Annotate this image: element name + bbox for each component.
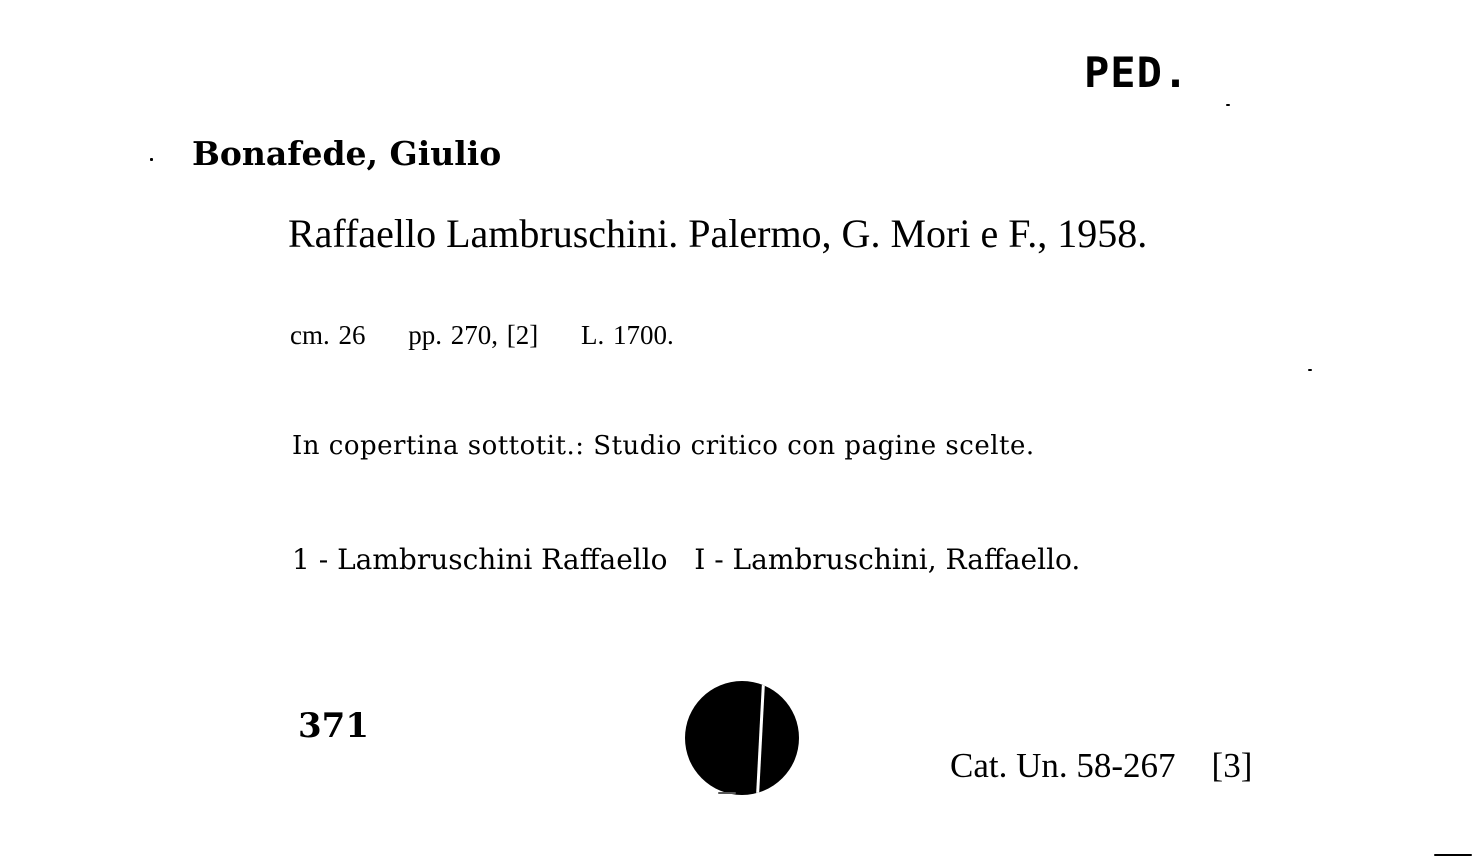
physical-description	[290, 320, 674, 351]
bibliographic-note: In copertina sottotit.: Studio critico con pagine scelte.	[292, 431, 1035, 461]
size-value: cm. 26	[290, 320, 366, 350]
catalog-reference	[950, 746, 1252, 786]
scan-speck	[1434, 854, 1472, 856]
call-mark: PED.	[1084, 48, 1190, 97]
catalog-ref-number: [3]	[1211, 746, 1253, 785]
author-heading: Bonafede, Giulio	[192, 134, 502, 173]
scan-speck	[150, 158, 153, 161]
scan-speck	[1226, 104, 1230, 106]
pages-value: pp. 270, [2]	[408, 320, 539, 350]
scan-speck	[718, 792, 736, 794]
title-imprint: Raffaello Lambruschini. Palermo, G. Mori e F., 1958.	[288, 211, 1148, 256]
hole-crack	[756, 685, 765, 793]
punch-hole-icon	[685, 681, 799, 795]
price-value: L. 1700.	[580, 320, 674, 350]
catalog-ref-label: Cat. Un. 58-267	[950, 746, 1176, 785]
scan-speck	[1308, 369, 1312, 371]
card-number: 371	[298, 706, 369, 746]
subject-tracings: 1 - Lambruschini Raffaello I - Lambruschini, Raffaello.	[292, 543, 1081, 576]
